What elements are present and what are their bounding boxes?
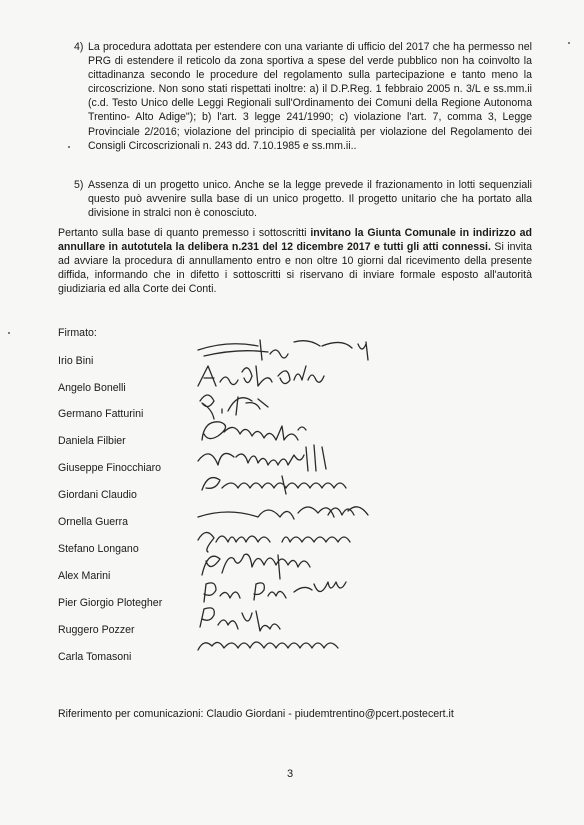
list-item-number: 4) [74, 41, 84, 53]
signer-name: Giuseppe Finocchiaro [58, 462, 162, 474]
signer-name: Pier Giorgio Plotegher [58, 597, 163, 609]
signer-name: Ornella Guerra [58, 516, 129, 528]
list-item-text: Assenza di un progetto unico. Anche se la legge prevede il frazionamento in lotti sequenziali questo può avvenire sulla base di un unico progetto. Il progetto unitario che ha portato alla divisione in stralci non è conosciuto. [88, 179, 532, 220]
list-item-text: La procedura adottata per estendere con una variante di ufficio del 2017 che ha permesso nel PRG di estendere il reticolo da zona sportiva a spese del verde pubblico non ha coinvolto la cittadinanza secondo le procedure del regolamento sulla partecipazione e tanto meno la circoscrizione. Non sono stati rispettati inoltre: a) il D.P.Reg. 1 febbraio 2005 n. 3/L e ss.mm.ii (c.d. Testo Unico delle Leggi Regionali sull'Ordinamento dei Comuni della Regione Autonoma Trentino- Alto Adige"); b) l'art. 3 legge 241/1990; c) violazione l'art. 7, comma 3, Legge Provinciale 2/2016; violazione del principio di specialità per violazione del Regolamento dei Consigli Circoscrizionali n. 243 dd. 7.10.1985 e ss.mm.ii.. [88, 41, 532, 152]
closing-text-end: Si invita ad avviare la procedura di annullamento entro e non oltre 10 giorni dal ricevimento della presente diffida, informando che in difetto i sottoscritti si riservano di inviare formale esposto all'autorità giudiziaria ed alla Corte dei Conti. [58, 241, 532, 296]
signature-image [198, 524, 438, 554]
signature-image [198, 470, 438, 500]
signer-name: Alex Marini [58, 570, 111, 582]
signature-image [198, 389, 438, 419]
signer-name: Angelo Bonelli [58, 382, 126, 394]
signature-image [198, 416, 438, 446]
signature-image [198, 551, 438, 581]
list-item-number: 5) [74, 179, 84, 191]
page-number: 3 [287, 768, 294, 780]
signature-image [198, 578, 438, 608]
scan-speck [68, 146, 70, 148]
signer-name: Ruggero Pozzer [58, 624, 135, 636]
signature-image [198, 605, 438, 635]
contact-line: Riferimento per comunicazioni: Claudio Giordani - piudemtrentino@pcert.postecert.it [58, 708, 454, 720]
signer-name: Germano Fatturini [58, 408, 144, 420]
signature-image [198, 497, 438, 527]
signature-image [198, 443, 438, 473]
signer-name: Stefano Longano [58, 543, 139, 555]
signer-name: Daniela Filbier [58, 435, 126, 447]
scan-speck [8, 332, 10, 334]
signer-name: Carla Tomasoni [58, 651, 132, 663]
signature-image [198, 362, 438, 392]
closing-text-bold: invitano la Giunta Comunale in indirizzo ad annullare in autotutela la delibera n.231 del 12 dicembre 2017 e tutti gli atti connessi. [58, 227, 532, 254]
scan-speck [568, 42, 570, 44]
closing-paragraph [58, 226, 532, 296]
signature-image [198, 632, 438, 662]
closing-text-start: Pertanto sulla base di quanto premesso i sottoscritti [58, 227, 311, 239]
signer-name: Giordani Claudio [58, 489, 137, 501]
firmato-label: Firmato: [58, 327, 97, 339]
signer-name: Irio Bini [58, 355, 94, 367]
